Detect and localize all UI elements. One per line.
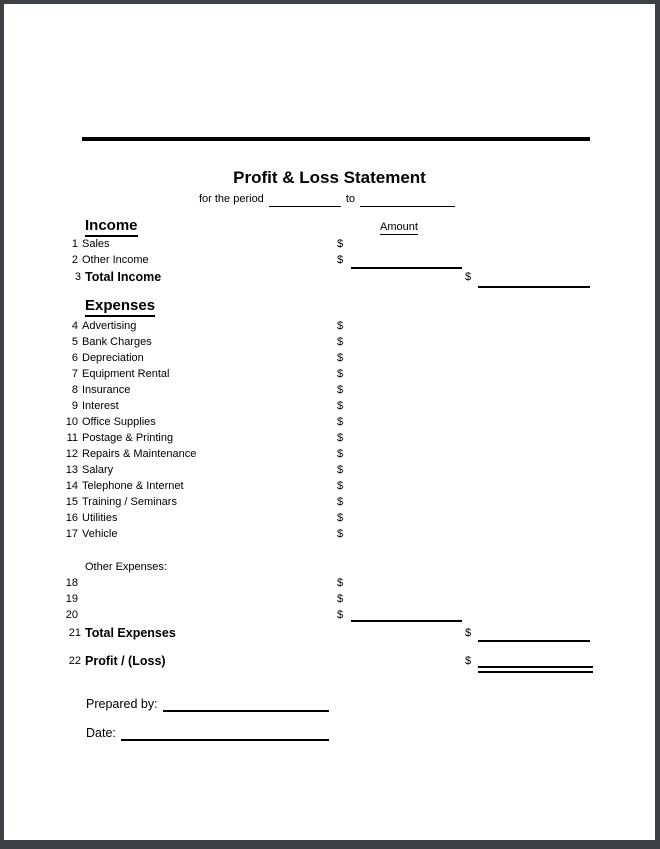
row-number: 13 bbox=[65, 464, 78, 476]
prepared-by-line bbox=[86, 696, 329, 712]
row-number: 22 bbox=[68, 655, 81, 667]
table-row bbox=[4, 414, 655, 430]
dollar-sign: $ bbox=[337, 480, 344, 492]
expenses-total-line bbox=[478, 640, 590, 642]
row-label: Training / Seminars bbox=[82, 496, 177, 508]
row-label: Bank Charges bbox=[82, 336, 152, 348]
prepared-by-blank bbox=[163, 696, 329, 712]
table-row bbox=[4, 252, 655, 268]
period-line bbox=[4, 192, 655, 207]
row-number: 11 bbox=[66, 432, 78, 444]
row-number: 17 bbox=[65, 528, 78, 540]
row-label: Telephone & Internet bbox=[82, 480, 184, 492]
row-number: 20 bbox=[65, 609, 78, 621]
row-number: 6 bbox=[71, 352, 78, 364]
period-prefix-label: for the period bbox=[198, 193, 264, 205]
row-label: Other Income bbox=[82, 254, 149, 266]
amount-column-header: Amount bbox=[380, 221, 418, 233]
row-label: Vehicle bbox=[82, 528, 118, 540]
period-connector-label: to bbox=[345, 193, 355, 205]
date-line bbox=[86, 725, 329, 741]
table-row bbox=[4, 236, 655, 252]
dollar-sign: $ bbox=[465, 271, 472, 283]
dollar-sign: $ bbox=[337, 238, 344, 250]
dollar-sign: $ bbox=[337, 609, 344, 621]
other-expenses-heading: Other Expenses: bbox=[85, 561, 167, 573]
row-label: Postage & Printing bbox=[82, 432, 174, 444]
dollar-sign: $ bbox=[337, 496, 344, 508]
income-rows bbox=[4, 236, 655, 268]
row-label: Utilities bbox=[82, 512, 118, 524]
row-number: 3 bbox=[74, 271, 81, 283]
row-number: 10 bbox=[65, 416, 78, 428]
row-number: 21 bbox=[68, 627, 81, 639]
row-number: 16 bbox=[65, 512, 78, 524]
table-row bbox=[4, 607, 655, 623]
row-label: Insurance bbox=[82, 384, 131, 396]
grand-total-double-line bbox=[478, 666, 593, 673]
row-number: 7 bbox=[71, 368, 78, 380]
row-number: 19 bbox=[65, 593, 78, 605]
dollar-sign: $ bbox=[337, 336, 344, 348]
dollar-sign: $ bbox=[337, 416, 344, 428]
dollar-sign: $ bbox=[337, 400, 344, 412]
row-number: 18 bbox=[65, 577, 78, 589]
row-label: Depreciation bbox=[82, 352, 144, 364]
prepared-by-label: Prepared by: bbox=[86, 697, 158, 711]
dollar-sign: $ bbox=[337, 432, 344, 444]
table-row bbox=[4, 430, 655, 446]
dollar-sign: $ bbox=[337, 448, 344, 460]
dollar-sign: $ bbox=[337, 577, 344, 589]
table-row bbox=[4, 591, 655, 607]
dollar-sign: $ bbox=[337, 528, 344, 540]
row-label: Equipment Rental bbox=[82, 368, 170, 380]
row-label: Office Supplies bbox=[82, 416, 156, 428]
row-number: 4 bbox=[71, 320, 78, 332]
table-row bbox=[4, 366, 655, 382]
dollar-sign: $ bbox=[337, 368, 344, 380]
table-row bbox=[4, 510, 655, 526]
row-label: Sales bbox=[82, 238, 110, 250]
date-blank bbox=[121, 725, 329, 741]
row-number: 9 bbox=[71, 400, 78, 412]
expenses-subtotal-line bbox=[351, 620, 462, 622]
row-number: 1 bbox=[71, 238, 78, 250]
table-row bbox=[4, 462, 655, 478]
dollar-sign: $ bbox=[337, 254, 344, 266]
row-label: Total Expenses bbox=[85, 626, 176, 640]
table-row bbox=[4, 526, 655, 542]
income-total-line bbox=[478, 286, 590, 288]
row-label: Advertising bbox=[82, 320, 137, 332]
table-row bbox=[4, 494, 655, 510]
dollar-sign: $ bbox=[465, 655, 472, 667]
date-label: Date: bbox=[86, 726, 116, 740]
expense-rows bbox=[4, 318, 655, 542]
row-number: 12 bbox=[65, 448, 78, 460]
table-row bbox=[4, 334, 655, 350]
table-row bbox=[4, 478, 655, 494]
row-number: 8 bbox=[71, 384, 78, 396]
page-title: Profit & Loss Statement bbox=[233, 168, 426, 187]
table-row bbox=[4, 350, 655, 366]
row-label: Salary bbox=[82, 464, 114, 476]
income-total-row bbox=[4, 268, 655, 286]
other-expense-rows bbox=[4, 575, 655, 623]
header-rule bbox=[82, 137, 590, 141]
dollar-sign: $ bbox=[337, 464, 344, 476]
table-row bbox=[4, 446, 655, 462]
document-page bbox=[4, 4, 655, 840]
dollar-sign: $ bbox=[337, 352, 344, 364]
income-section-heading: Income bbox=[85, 218, 138, 234]
table-row bbox=[4, 398, 655, 414]
dollar-sign: $ bbox=[337, 593, 344, 605]
row-number: 15 bbox=[65, 496, 78, 508]
dollar-sign: $ bbox=[337, 512, 344, 524]
row-number: 5 bbox=[71, 336, 78, 348]
dollar-sign: $ bbox=[337, 320, 344, 332]
period-start-blank bbox=[269, 192, 341, 207]
row-number: 14 bbox=[65, 480, 78, 492]
row-number: 2 bbox=[71, 254, 78, 266]
table-row bbox=[4, 318, 655, 334]
row-label: Repairs & Maintenance bbox=[82, 448, 197, 460]
table-row bbox=[4, 382, 655, 398]
expenses-section-heading: Expenses bbox=[85, 298, 155, 314]
row-label: Interest bbox=[82, 400, 119, 412]
row-label: Total Income bbox=[85, 270, 162, 284]
table-row bbox=[4, 575, 655, 591]
period-end-blank bbox=[360, 192, 455, 207]
row-label: Profit / (Loss) bbox=[85, 654, 166, 668]
dollar-sign: $ bbox=[465, 627, 472, 639]
dollar-sign: $ bbox=[337, 384, 344, 396]
